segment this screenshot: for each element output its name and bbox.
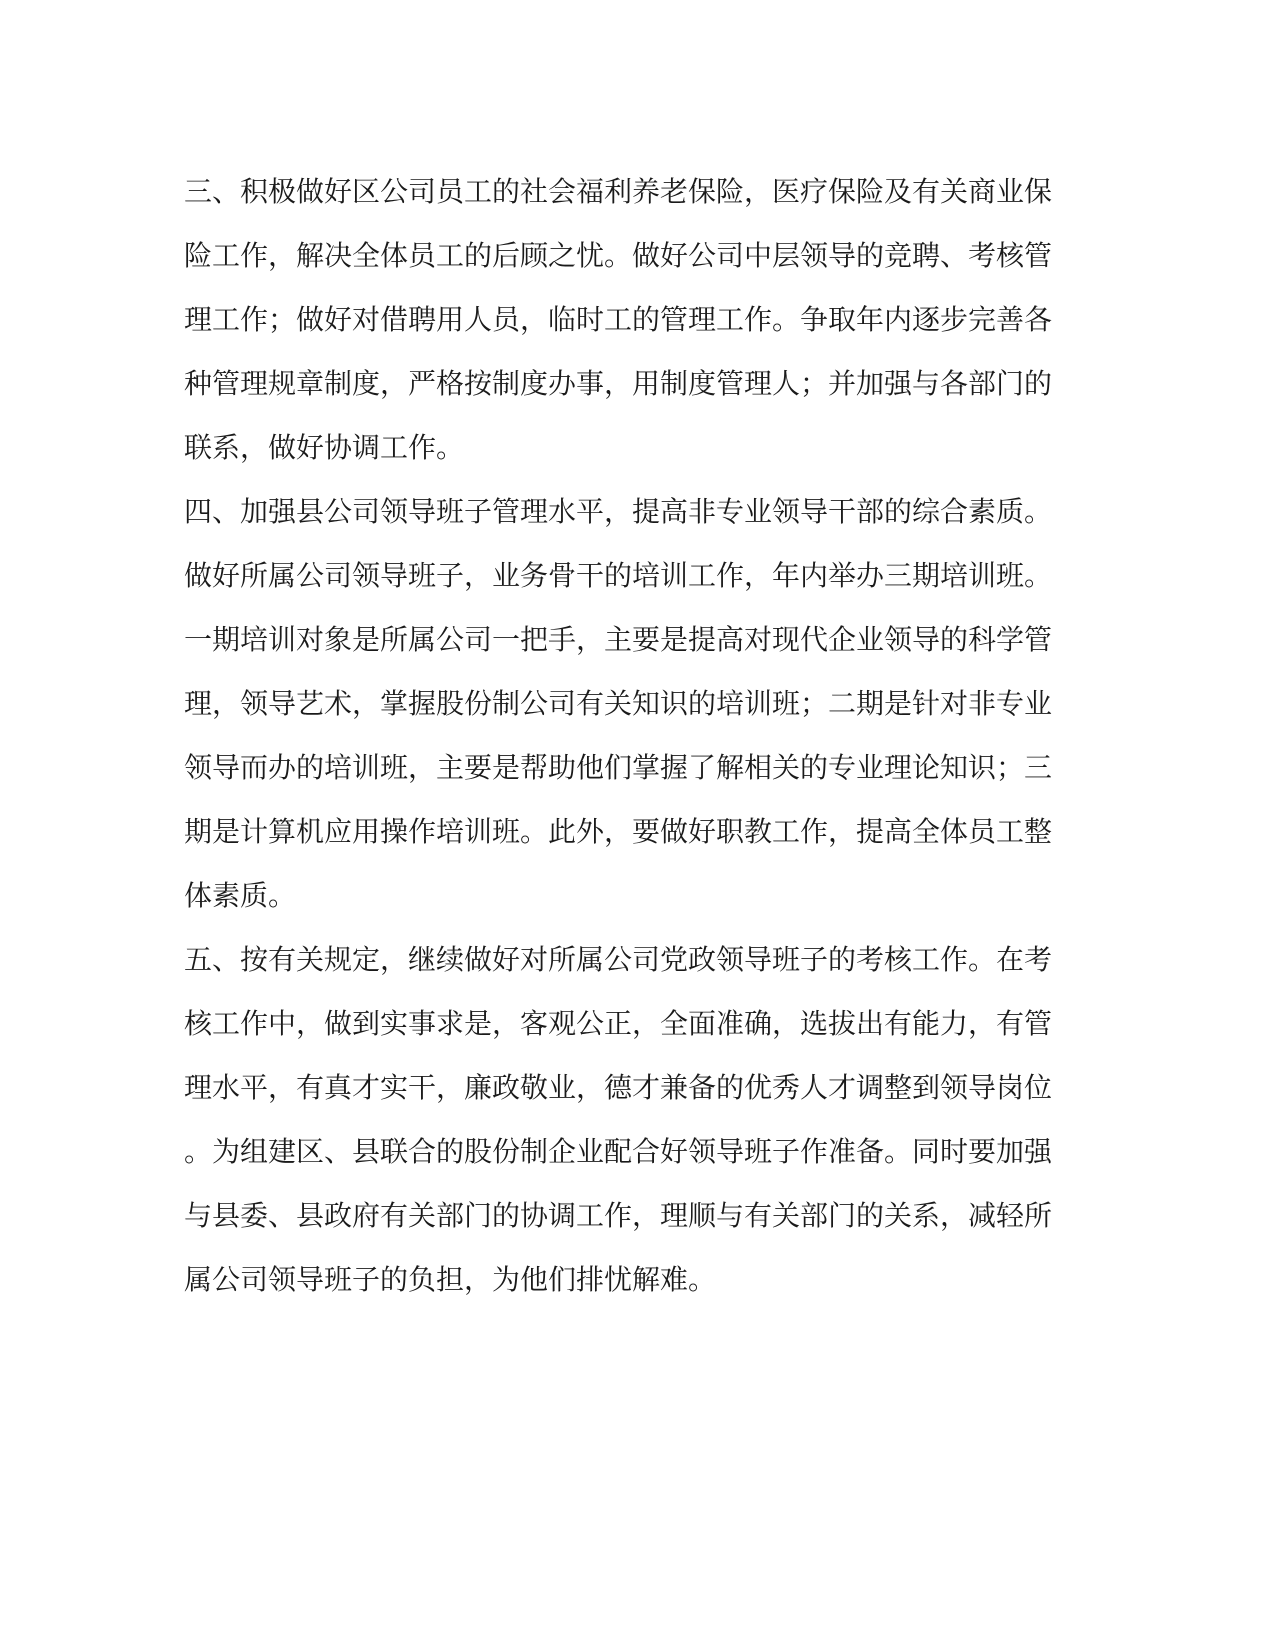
text-line: 理水平，有真才实干，廉政敬业，德才兼备的优秀人才调整到领导岗位	[184, 1071, 1053, 1104]
text-line: 理工作；做好对借聘用人员，临时工的管理工作。争取年内逐步完善各	[184, 303, 1053, 336]
text-line: 联系，做好协调工作。	[184, 431, 465, 464]
document-body	[184, 160, 1084, 1312]
text-line: 做好所属公司领导班子，业务骨干的培训工作，年内举办三期培训班。	[184, 559, 1053, 592]
text-line: 核工作中，做到实事求是，客观公正，全面准确，选拔出有能力，有管	[184, 1007, 1053, 1040]
text-line: 期是计算机应用操作培训班。此外，要做好职教工作，提高全体员工整	[184, 815, 1053, 848]
text-line: 属公司领导班子的负担，为他们排忧解难。	[184, 1263, 717, 1296]
paragraph-section-three	[184, 160, 1084, 480]
text-line: 四、加强县公司领导班子管理水平，提高非专业领导干部的综合素质。	[184, 495, 1053, 528]
text-line: 理，领导艺术，掌握股份制公司有关知识的培训班；二期是针对非专业	[184, 687, 1053, 720]
text-line: 三、积极做好区公司员工的社会福利养老保险，医疗保险及有关商业保	[184, 175, 1053, 208]
text-line: 领导而办的培训班，主要是帮助他们掌握了解相关的专业理论知识；三	[184, 751, 1053, 784]
paragraph-section-five	[184, 928, 1084, 1312]
text-line: 五、按有关规定，继续做好对所属公司党政领导班子的考核工作。在考	[184, 943, 1053, 976]
text-line: 与县委、县政府有关部门的协调工作，理顺与有关部门的关系，减轻所	[184, 1199, 1053, 1232]
text-line: 。为组建区、县联合的股份制企业配合好领导班子作准备。同时要加强	[184, 1135, 1053, 1168]
text-line: 体素质。	[184, 879, 297, 912]
text-line: 险工作，解决全体员工的后顾之忧。做好公司中层领导的竞聘、考核管	[184, 239, 1053, 272]
text-line: 一期培训对象是所属公司一把手，主要是提高对现代企业领导的科学管	[184, 623, 1053, 656]
text-line: 种管理规章制度，严格按制度办事，用制度管理人；并加强与各部门的	[184, 367, 1053, 400]
paragraph-section-four	[184, 480, 1084, 928]
